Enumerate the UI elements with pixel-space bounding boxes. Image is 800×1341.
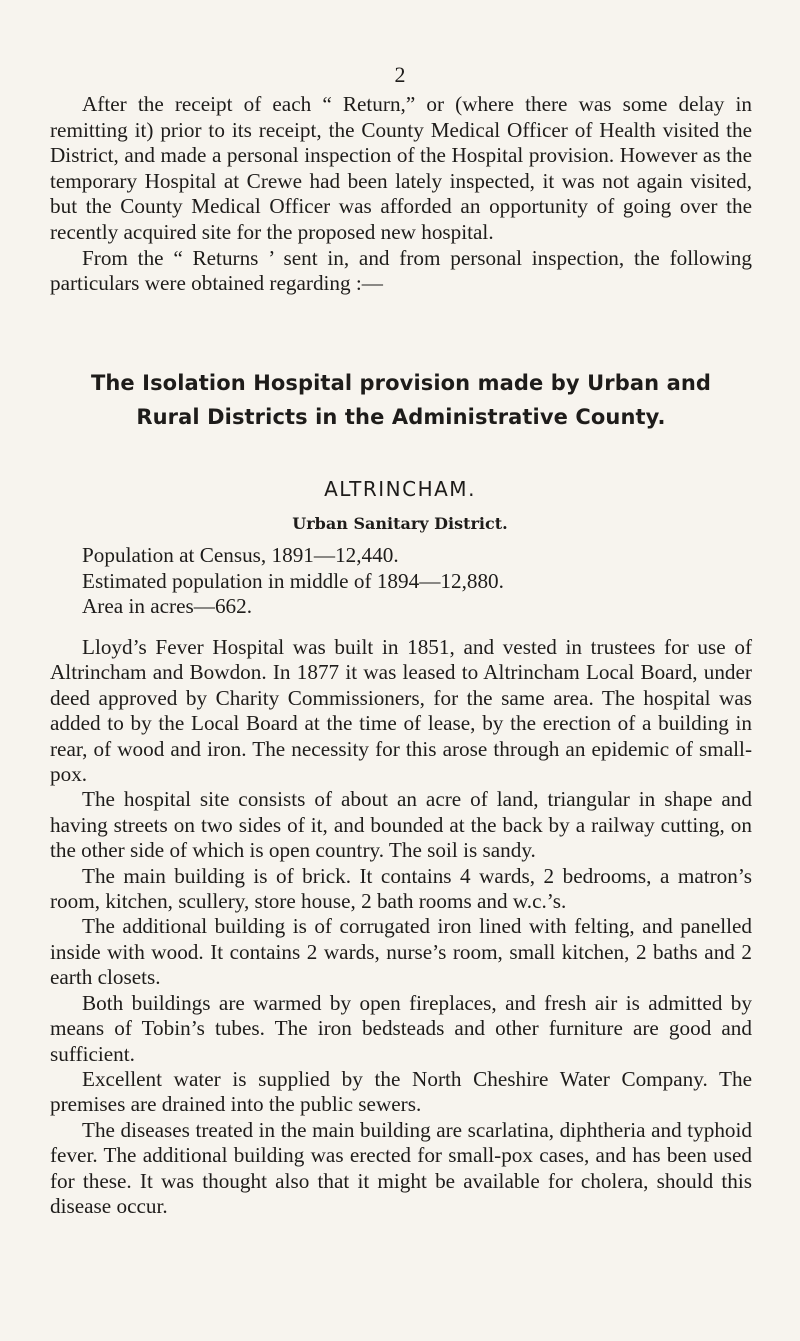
paragraph: Lloyd’s Fever Hospital was built in 1851, and vested in trustees for use of Altrincham and Bowdon. In 1877 it was leased to Altrincham Local Board, under deed approved by Charity Commissioners, for the same area. The hospital was added to by the Local Board at the time of lease, by the erection of a building in rear, of wood and iron. The necessity for this arose through an epidemic of small-pox.	[50, 635, 752, 787]
district-name: ALTRINCHAM.	[324, 477, 476, 501]
page-number: 2	[394, 62, 406, 87]
district-stats	[82, 543, 762, 620]
district-type: Urban Sanitary District.	[292, 514, 508, 533]
section-heading-line: The Isolation Hospital provision made by Urban and	[90, 371, 712, 395]
stat-line: Population at Census, 1891—12,440.	[82, 543, 399, 567]
paragraph: Excellent water is supplied by the North Cheshire Water Company. The premises are drained into the public sewers.	[50, 1066, 752, 1117]
stat-line: Estimated population in middle of 1894—12,880.	[82, 568, 504, 593]
intro-paragraph: From the “ Returns ’ sent in, and from personal inspection, the following particulars were obtained regarding :—	[50, 245, 752, 296]
stat-line: Area in acres—662.	[82, 594, 253, 618]
section-heading	[50, 366, 752, 434]
paragraph: The additional building is of corrugated iron lined with felting, and panelled inside with wood. It contains 2 wards, nurse’s room, small kitchen, 2 baths and 2 earth closets.	[50, 914, 752, 990]
intro-text	[50, 92, 752, 297]
paragraph: The diseases treated in the main building are scarlatina, diphtheria and typhoid fever. The additional building was erected for small-pox cases, and has been used for these. It was thought also that it might be available for cholera, should this disease occur.	[50, 1117, 752, 1218]
district-description	[50, 635, 752, 1219]
paragraph: The main building is of brick. It contains 4 wards, 2 bedrooms, a matron’s room, kitchen, scullery, store house, 2 bath rooms and w.c.’s.	[50, 863, 752, 914]
section-heading-line: Rural Districts in the Administrative County.	[136, 405, 666, 429]
paragraph: The hospital site consists of about an acre of land, triangular in shape and having streets on two sides of it, and bounded at the back by a railway cutting, on the other side of which is open country. The soil is sandy.	[50, 787, 752, 863]
paragraph: Both buildings are warmed by open fireplaces, and fresh air is admitted by means of Tobin’s tubes. The iron bedsteads and other furniture are good and sufficient.	[50, 990, 752, 1066]
intro-paragraph: After the receipt of each “ Return,” or (where there was some delay in remitting it) prior to its receipt, the County Medical Officer of Health visited the District, and made a personal inspection of the Hospital provision. However as the temporary Hospital at Crewe had been lately inspected, it was not again visited, but the County Medical Officer was afforded an opportunity of going over the recently acquired site for the proposed new hospital.	[50, 92, 752, 244]
